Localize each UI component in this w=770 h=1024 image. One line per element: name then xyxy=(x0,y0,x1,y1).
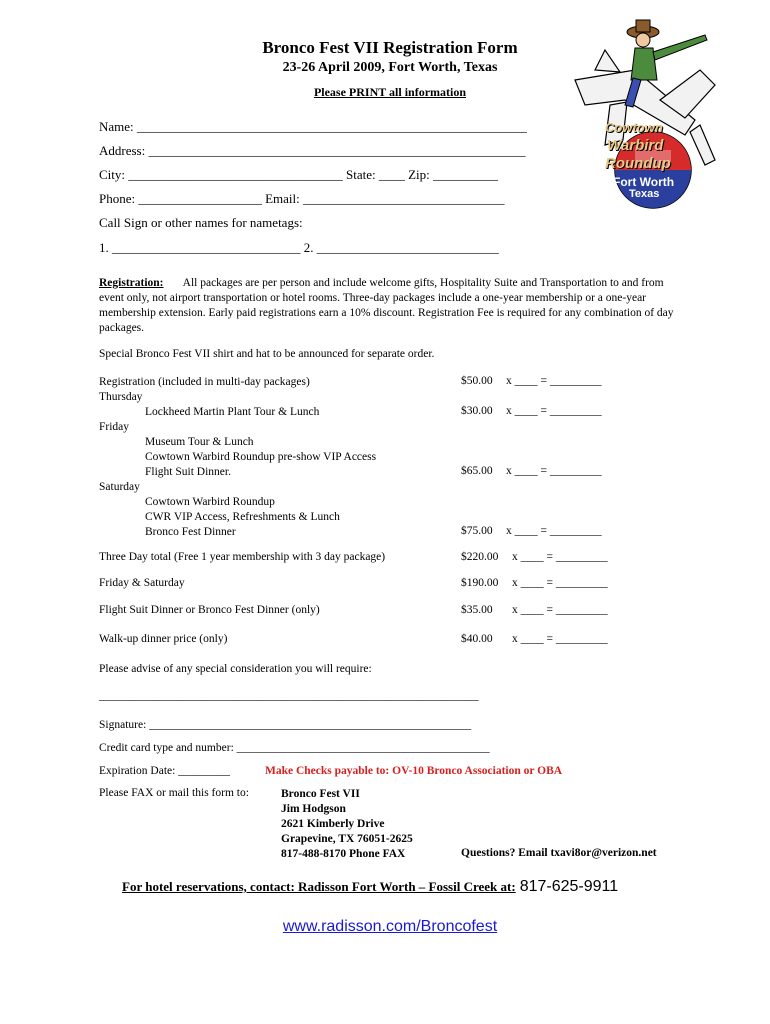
address-line: 817-488-8170 Phone FAX xyxy=(281,848,406,860)
saturday-quantity[interactable]: x ____ = _________ xyxy=(506,525,602,537)
form-title: Bronco Fest VII Registration Form xyxy=(262,38,518,57)
registration-paragraph xyxy=(99,276,679,336)
logo-roundup-text: Roundup xyxy=(605,155,671,172)
event-dates: 23-26 April 2009, Fort Worth, Texas xyxy=(282,60,498,75)
mailing-address xyxy=(281,787,413,862)
saturday-item: Cowtown Warbird Roundup xyxy=(145,496,275,508)
print-instruction: Please PRINT all information xyxy=(313,85,467,99)
name-field[interactable]: Name: ____________________________________________________________ xyxy=(99,119,527,134)
phone-email-field[interactable]: Phone: ___________________ Email: _______________________________ xyxy=(99,191,505,206)
credit-card-field[interactable]: Credit card type and number: ____________________________________________ xyxy=(99,742,490,754)
friday-item: Flight Suit Dinner. xyxy=(145,466,231,478)
callsign-fields[interactable]: 1. _____________________________ 2. ____________________________ xyxy=(99,240,499,255)
logo-city-text: Fort Worth xyxy=(613,175,675,189)
address-line: Bronco Fest VII xyxy=(281,788,360,800)
dinner-quantity[interactable]: x ____ = _________ xyxy=(512,604,608,616)
registration-price: $50.00 xyxy=(461,375,493,387)
thursday-label: Thursday xyxy=(99,391,143,403)
friday-price: $65.00 xyxy=(461,465,493,477)
hotel-reservations xyxy=(122,878,618,896)
address-field[interactable]: Address: __________________________________________________________ xyxy=(99,143,526,158)
walkup-price: $40.00 xyxy=(461,633,493,645)
registration-quantity[interactable]: x ____ = _________ xyxy=(506,375,602,387)
checks-payable-note: Make Checks payable to: OV-10 Bronco Association or OBA xyxy=(265,765,563,777)
fax-mail-label: Please FAX or mail this form to: xyxy=(99,787,249,799)
walkup-label: Walk-up dinner price (only) xyxy=(99,633,228,645)
friday-item: Museum Tour & Lunch xyxy=(145,436,254,448)
logo-cowtown-text: Cowtown xyxy=(605,120,663,135)
friday-item: Cowtown Warbird Roundup pre-show VIP Access xyxy=(145,451,377,463)
saturday-label: Saturday xyxy=(99,481,140,493)
logo-state-text: Texas xyxy=(629,188,660,200)
hotel-phone: 817-625-9911 xyxy=(519,878,619,895)
fri-sat-price: $190.00 xyxy=(461,577,499,589)
cowtown-warbird-roundup-logo xyxy=(565,10,725,210)
registration-label: Registration: xyxy=(99,277,164,289)
callsign-label: Call Sign or other names for nametags: xyxy=(99,215,303,230)
expiration-field[interactable]: Expiration Date: _________ xyxy=(99,765,230,777)
dinner-price: $35.00 xyxy=(461,604,493,616)
city-state-zip-field[interactable]: City: _________________________________ State: ____ Zip: __________ xyxy=(99,167,499,182)
special-consideration-field[interactable]: __________________________________________________________________ xyxy=(99,690,479,702)
three-day-label: Three Day total (Free 1 year membership with 3 day package) xyxy=(99,551,386,563)
walkup-quantity[interactable]: x ____ = _________ xyxy=(512,633,608,645)
signature-field[interactable]: Signature: ________________________________________________________ xyxy=(99,719,472,731)
saturday-item: Bronco Fest Dinner xyxy=(145,526,236,538)
saturday-price: $75.00 xyxy=(461,525,493,537)
pricing-items xyxy=(99,375,376,540)
registration-line: Registration (included in multi-day packages) xyxy=(99,376,310,388)
hotel-text: For hotel reservations, contact: Radisson Fort Worth – Fossil Creek at: xyxy=(122,879,516,894)
address-line: 2621 Kimberly Drive xyxy=(281,818,385,830)
three-day-quantity[interactable]: x ____ = _________ xyxy=(512,551,608,563)
dinner-label: Flight Suit Dinner or Bronco Fest Dinner (only) xyxy=(99,604,320,616)
registration-text: All packages are per person and include welcome gifts, Hospitality Suite and Transportation to and from event only, not airport transportation or hotel rooms. Three-day packages include a one-year membership or a one-year membership extension. Early paid registrations earn a 10% discount. Registration Fee is required for any combination of day packages. xyxy=(99,277,674,334)
friday-label: Friday xyxy=(99,421,130,433)
radisson-website-link[interactable]: www.radisson.com/Broncofest xyxy=(282,918,498,935)
thursday-quantity[interactable]: x ____ = _________ xyxy=(506,405,602,417)
special-merch-note: Special Bronco Fest VII shirt and hat to be announced for separate order. xyxy=(99,348,435,360)
address-line: Jim Hodgson xyxy=(281,803,346,815)
fri-sat-quantity[interactable]: x ____ = _________ xyxy=(512,577,608,589)
logo-warbird-text: Warbird xyxy=(607,137,664,154)
fri-sat-label: Friday & Saturday xyxy=(99,577,185,589)
three-day-price: $220.00 xyxy=(461,551,499,563)
friday-quantity[interactable]: x ____ = _________ xyxy=(506,465,602,477)
saturday-item: CWR VIP Access, Refreshments & Lunch xyxy=(145,511,340,523)
thursday-item: Lockheed Martin Plant Tour & Lunch xyxy=(145,406,320,418)
questions-email: Questions? Email txavi8or@verizon.net xyxy=(461,847,657,859)
address-line: Grapevine, TX 76051-2625 xyxy=(281,833,413,845)
special-consideration-label: Please advise of any special consideration you will require: xyxy=(99,663,372,675)
thursday-price: $30.00 xyxy=(461,405,493,417)
